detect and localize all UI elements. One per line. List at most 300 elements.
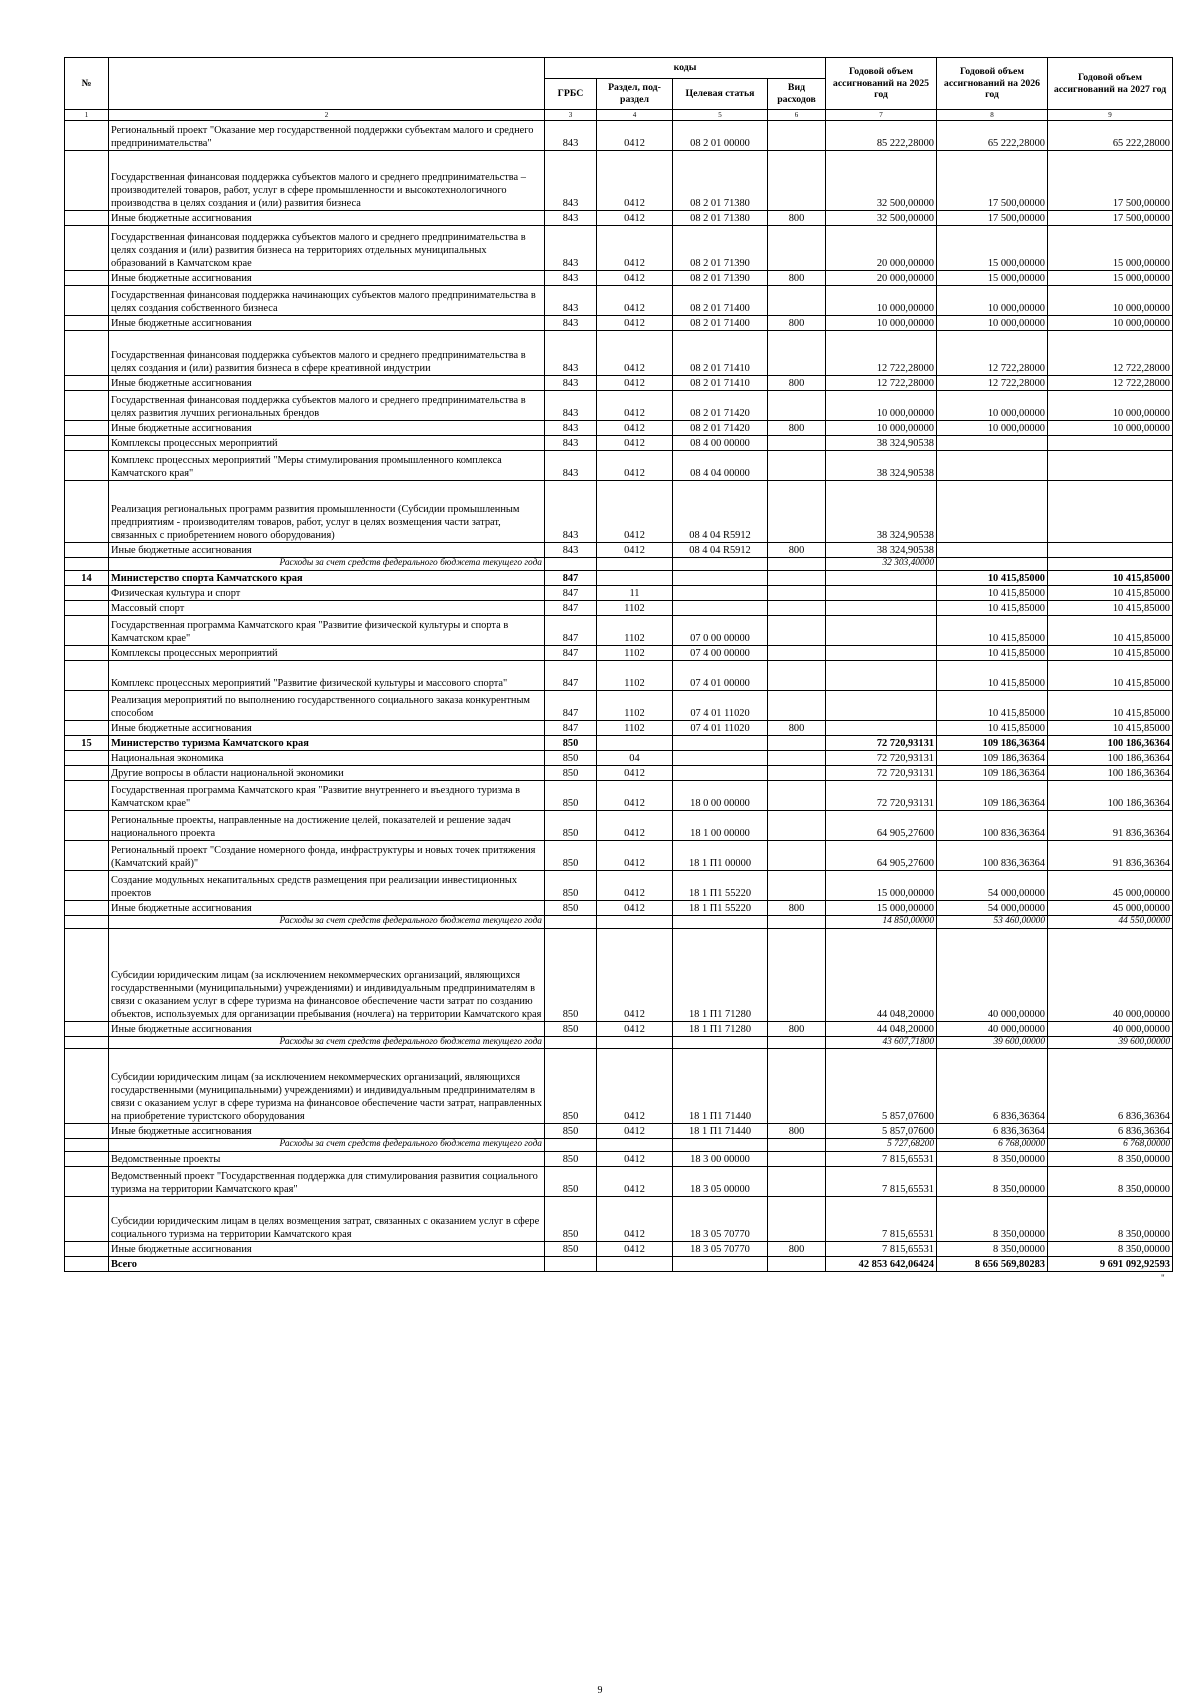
row-value-2025 [826,585,937,600]
row-tsel: 08 2 01 71390 [673,226,768,271]
row-value-2027: 12 722,28000 [1048,331,1173,376]
row-name: Создание модульных некапитальных средств размещения при реализации инвестиционных проектов [109,870,545,900]
row-tsel: 08 2 01 71410 [673,376,768,391]
table-row [65,720,1173,735]
row-number [65,1049,109,1124]
row-tsel: 07 4 01 11020 [673,720,768,735]
row-grbs: 843 [545,376,597,391]
row-razdel: 1102 [597,720,673,735]
row-value-2025: 72 720,93131 [826,780,937,810]
row-name: Министерство спорта Камчатского края [109,570,545,585]
row-tsel: 18 3 05 70770 [673,1242,768,1257]
row-vid [768,151,826,211]
table-row [65,1152,1173,1167]
row-tsel [673,570,768,585]
row-name: Государственная программа Камчатского края "Развитие внутреннего и въездного туризма в Камчатском крае" [109,780,545,810]
row-vid: 800 [768,271,826,286]
row-value-2026: 8 656 569,80283 [937,1257,1048,1272]
row-number [65,376,109,391]
row-vid [768,286,826,316]
row-value-2026: 10 415,85000 [937,645,1048,660]
row-razdel: 0412 [597,211,673,226]
row-value-2027: 45 000,00000 [1048,900,1173,915]
row-razdel: 0412 [597,151,673,211]
header-codes: коды [545,58,826,79]
row-grbs: 850 [545,750,597,765]
row-vid: 800 [768,1124,826,1139]
row-value-2026: 40 000,00000 [937,1021,1048,1036]
row-vid [768,331,826,376]
table-row [65,226,1173,271]
row-razdel: 0412 [597,1242,673,1257]
row-value-2025: 12 722,28000 [826,376,937,391]
table-end-mark: " [1161,1273,1165,1283]
row-name: Государственная финансовая поддержка субъектов малого и среднего предпринимательства в целях развития лучших региональных брендов [109,391,545,421]
budget-table [64,57,1173,1272]
row-vid [768,870,826,900]
row-name: Иные бюджетные ассигнования [109,211,545,226]
row-name: Реализация мероприятий по выполнению государственного социального заказа конкурентным способом [109,690,545,720]
row-tsel: 18 1 П1 71280 [673,928,768,1021]
federal-funds-row [65,915,1173,928]
row-razdel: 0412 [597,391,673,421]
row-number: 15 [65,735,109,750]
row-value-2026: 100 836,36364 [937,810,1048,840]
row-razdel [597,558,673,571]
row-value-2027: 91 836,36364 [1048,810,1173,840]
row-vid [768,570,826,585]
row-grbs: 843 [545,421,597,436]
row-value-2026: 100 836,36364 [937,840,1048,870]
row-name: Ведомственный проект "Государственная поддержка для стимулирования развития социального туризма на территории Камчатского края" [109,1167,545,1197]
row-number [65,585,109,600]
row-tsel: 18 3 05 70770 [673,1197,768,1242]
row-number [65,645,109,660]
row-vid [768,1197,826,1242]
row-tsel [673,735,768,750]
row-value-2027: 10 415,85000 [1048,570,1173,585]
row-tsel: 18 3 05 00000 [673,1167,768,1197]
row-razdel: 0412 [597,271,673,286]
row-value-2026: 54 000,00000 [937,900,1048,915]
row-razdel: 0412 [597,421,673,436]
row-value-2025: 44 048,20000 [826,928,937,1021]
row-name: Государственная финансовая поддержка субъектов малого и среднего предпринимательства в целях создания и (или) развития бизнеса в сфере креативной индустрии [109,331,545,376]
row-razdel: 0412 [597,900,673,915]
row-value-2026: 8 350,00000 [937,1197,1048,1242]
row-razdel: 0412 [597,481,673,543]
row-number [65,331,109,376]
row-name: Региональный проект "Оказание мер государственной поддержки субъектам малого и среднего предпринимательства" [109,121,545,151]
row-razdel [597,1036,673,1049]
row-razdel [597,570,673,585]
summary-row [65,1257,1173,1272]
row-vid [768,436,826,451]
row-value-2025: 64 905,27600 [826,840,937,870]
table-row [65,436,1173,451]
row-razdel: 0412 [597,1197,673,1242]
row-razdel: 1102 [597,615,673,645]
row-value-2025 [826,660,937,690]
row-name: Массовый спорт [109,600,545,615]
table-row [65,1197,1173,1242]
summary-row [65,570,1173,585]
row-vid [768,780,826,810]
row-name: Иные бюджетные ассигнования [109,271,545,286]
row-vid [768,1152,826,1167]
row-value-2025: 20 000,00000 [826,226,937,271]
row-razdel: 0412 [597,928,673,1021]
row-vid: 800 [768,421,826,436]
colnum: 4 [597,110,673,121]
row-value-2027: 100 186,36364 [1048,735,1173,750]
table-row [65,1049,1173,1124]
federal-funds-row [65,558,1173,571]
row-razdel: 1102 [597,690,673,720]
row-grbs: 850 [545,1021,597,1036]
row-razdel: 0412 [597,870,673,900]
header-num: № [65,58,109,110]
row-razdel: 0412 [597,780,673,810]
table-row [65,151,1173,211]
row-number [65,660,109,690]
colnum: 3 [545,110,597,121]
budget-table-body [65,121,1173,1272]
row-vid [768,690,826,720]
row-name: Расходы за счет средств федерального бюджета текущего года [109,1036,545,1049]
row-name: Национальная экономика [109,750,545,765]
row-number [65,1167,109,1197]
row-tsel: 08 2 01 71400 [673,316,768,331]
row-name: Физическая культура и спорт [109,585,545,600]
row-razdel: 1102 [597,660,673,690]
table-row [65,1242,1173,1257]
row-number [65,286,109,316]
row-value-2026: 15 000,00000 [937,226,1048,271]
row-razdel: 0412 [597,1152,673,1167]
row-value-2027: 10 415,85000 [1048,645,1173,660]
row-number [65,810,109,840]
row-value-2025: 72 720,93131 [826,750,937,765]
row-value-2025: 64 905,27600 [826,810,937,840]
row-grbs: 847 [545,660,597,690]
row-value-2026 [937,543,1048,558]
row-number [65,1242,109,1257]
row-number [65,481,109,543]
header-2026: Годовой объем ассигнований на 2026 год [937,58,1048,110]
row-grbs: 843 [545,436,597,451]
row-value-2025: 32 500,00000 [826,211,937,226]
table-row [65,585,1173,600]
table-row [65,645,1173,660]
row-value-2027: 40 000,00000 [1048,928,1173,1021]
row-name: Другие вопросы в области национальной экономики [109,765,545,780]
table-row [65,1021,1173,1036]
row-name: Расходы за счет средств федерального бюджета текущего года [109,558,545,571]
row-vid [768,645,826,660]
row-grbs: 847 [545,615,597,645]
table-row [65,690,1173,720]
header-name [109,58,545,110]
row-value-2025: 10 000,00000 [826,286,937,316]
row-vid: 800 [768,720,826,735]
row-grbs: 850 [545,928,597,1021]
header-2025: Годовой объем ассигнований на 2025 год [826,58,937,110]
row-value-2025 [826,690,937,720]
row-grbs: 843 [545,316,597,331]
row-grbs: 850 [545,1167,597,1197]
row-number [65,391,109,421]
row-name: Региональные проекты, направленные на достижение целей, показателей и решение задач национального проекта [109,810,545,840]
row-name: Иные бюджетные ассигнования [109,1242,545,1257]
row-value-2026: 10 415,85000 [937,600,1048,615]
row-grbs: 850 [545,765,597,780]
row-grbs: 850 [545,900,597,915]
row-value-2027: 15 000,00000 [1048,271,1173,286]
colnum: 5 [673,110,768,121]
row-value-2026: 10 000,00000 [937,286,1048,316]
row-tsel: 08 2 01 71420 [673,421,768,436]
row-grbs: 847 [545,570,597,585]
row-value-2025: 20 000,00000 [826,271,937,286]
table-row [65,615,1173,645]
row-tsel [673,765,768,780]
row-grbs: 843 [545,543,597,558]
row-value-2025: 10 000,00000 [826,391,937,421]
row-razdel: 0412 [597,1124,673,1139]
row-number [65,211,109,226]
colnum: 9 [1048,110,1173,121]
row-name: Комплексы процессных мероприятий [109,645,545,660]
row-value-2025: 7 815,65531 [826,1242,937,1257]
table-row [65,421,1173,436]
row-name: Иные бюджетные ассигнования [109,720,545,735]
row-value-2027: 10 415,85000 [1048,600,1173,615]
row-value-2027: 6 768,00000 [1048,1139,1173,1152]
row-grbs: 847 [545,645,597,660]
row-tsel: 07 0 00 00000 [673,615,768,645]
row-value-2026: 39 600,00000 [937,1036,1048,1049]
row-name: Субсидии юридическим лицам (за исключением некоммерческих организаций, являющихся государственными (муниципальными) учреждениями) и индивидуальным предпринимателям в связи с оказанием услуг в сфере туризма на финансовое обеспечение части затрат по созданию объектов, используемых для организации пребывания (ночлега) на территории Камчатского края [109,928,545,1021]
row-razdel [597,915,673,928]
table-row [65,1124,1173,1139]
colnum: 2 [109,110,545,121]
row-value-2026: 109 186,36364 [937,735,1048,750]
row-number [65,928,109,1021]
row-tsel: 18 1 П1 71440 [673,1049,768,1124]
table-row [65,376,1173,391]
row-name: Государственная финансовая поддержка субъектов малого и среднего предпринимательства в целях создания и (или) развития бизнеса на территориях отдельных муниципальных образований в Камчатском крае [109,226,545,271]
row-number [65,750,109,765]
row-vid [768,226,826,271]
row-value-2027: 91 836,36364 [1048,840,1173,870]
row-value-2025: 5 727,68200 [826,1139,937,1152]
row-razdel: 0412 [597,226,673,271]
row-grbs: 850 [545,1152,597,1167]
row-grbs: 847 [545,600,597,615]
row-number [65,451,109,481]
row-vid: 800 [768,376,826,391]
row-tsel: 18 1 П1 55220 [673,870,768,900]
row-value-2025: 44 048,20000 [826,1021,937,1036]
row-value-2026 [937,451,1048,481]
table-row [65,1167,1173,1197]
row-value-2025: 5 857,07600 [826,1049,937,1124]
row-value-2027: 10 415,85000 [1048,585,1173,600]
row-value-2026: 54 000,00000 [937,870,1048,900]
row-razdel: 0412 [597,121,673,151]
row-value-2027: 100 186,36364 [1048,780,1173,810]
row-value-2027: 17 500,00000 [1048,211,1173,226]
row-value-2027: 65 222,28000 [1048,121,1173,151]
row-razdel: 0412 [597,765,673,780]
row-value-2025: 10 000,00000 [826,421,937,436]
row-value-2026: 17 500,00000 [937,211,1048,226]
header-tsel: Целевая статья [673,79,768,110]
row-number [65,1124,109,1139]
row-grbs: 847 [545,720,597,735]
row-value-2025: 32 303,40000 [826,558,937,571]
row-value-2026: 8 350,00000 [937,1152,1048,1167]
row-grbs [545,1036,597,1049]
row-grbs: 843 [545,211,597,226]
row-tsel: 18 3 00 00000 [673,1152,768,1167]
row-value-2027: 10 415,85000 [1048,690,1173,720]
row-value-2025: 38 324,90538 [826,451,937,481]
row-value-2027: 10 000,00000 [1048,286,1173,316]
row-value-2025: 32 500,00000 [826,151,937,211]
row-grbs: 850 [545,840,597,870]
row-vid [768,750,826,765]
row-number [65,558,109,571]
row-value-2025 [826,645,937,660]
page-number: 9 [597,1685,603,1696]
row-tsel [673,600,768,615]
row-tsel [673,1257,768,1272]
row-value-2025 [826,600,937,615]
row-number [65,543,109,558]
row-vid [768,481,826,543]
row-name: Государственная финансовая поддержка начинающих субъектов малого предпринимательства в целях создания собственного бизнеса [109,286,545,316]
row-value-2027: 10 000,00000 [1048,391,1173,421]
row-name: Ведомственные проекты [109,1152,545,1167]
row-vid [768,451,826,481]
row-grbs: 850 [545,1242,597,1257]
row-vid [768,391,826,421]
row-value-2026: 17 500,00000 [937,151,1048,211]
row-value-2025: 85 222,28000 [826,121,937,151]
row-grbs: 843 [545,121,597,151]
row-value-2025: 72 720,93131 [826,765,937,780]
row-value-2027: 45 000,00000 [1048,870,1173,900]
row-tsel: 18 0 00 00000 [673,780,768,810]
row-value-2025 [826,615,937,645]
row-number [65,421,109,436]
row-value-2027: 8 350,00000 [1048,1242,1173,1257]
row-value-2027: 10 000,00000 [1048,316,1173,331]
row-vid [768,1049,826,1124]
row-value-2025: 10 000,00000 [826,316,937,331]
row-value-2026: 10 415,85000 [937,615,1048,645]
federal-funds-row [65,1139,1173,1152]
row-vid [768,600,826,615]
row-value-2025: 7 815,65531 [826,1167,937,1197]
row-tsel [673,1139,768,1152]
table-row [65,600,1173,615]
row-vid [768,1257,826,1272]
row-tsel: 18 1 00 00000 [673,810,768,840]
row-vid: 800 [768,316,826,331]
column-numbers-row [65,110,1173,121]
row-number [65,900,109,915]
row-value-2025: 15 000,00000 [826,900,937,915]
row-value-2027 [1048,543,1173,558]
row-name: Министерство туризма Камчатского края [109,735,545,750]
row-tsel: 07 4 00 00000 [673,645,768,660]
row-value-2027 [1048,558,1173,571]
row-number [65,1021,109,1036]
row-grbs: 847 [545,690,597,720]
row-vid [768,1167,826,1197]
row-value-2025: 72 720,93131 [826,735,937,750]
row-value-2026: 12 722,28000 [937,331,1048,376]
table-row [65,810,1173,840]
row-value-2027: 10 000,00000 [1048,421,1173,436]
row-number [65,1036,109,1049]
table-row [65,271,1173,286]
row-tsel: 07 4 01 00000 [673,660,768,690]
row-grbs [545,1257,597,1272]
row-value-2026: 6 768,00000 [937,1139,1048,1152]
row-value-2027: 6 836,36364 [1048,1049,1173,1124]
row-number [65,690,109,720]
row-tsel [673,558,768,571]
row-value-2025: 15 000,00000 [826,870,937,900]
row-name: Комплексы процессных мероприятий [109,436,545,451]
row-tsel: 08 2 01 00000 [673,121,768,151]
row-razdel: 0412 [597,451,673,481]
row-tsel: 08 4 00 00000 [673,436,768,451]
row-value-2025: 38 324,90538 [826,543,937,558]
row-vid: 800 [768,1242,826,1257]
row-value-2025: 38 324,90538 [826,436,937,451]
row-value-2026: 6 836,36364 [937,1124,1048,1139]
row-value-2026: 40 000,00000 [937,928,1048,1021]
row-value-2027 [1048,436,1173,451]
row-number [65,780,109,810]
row-number [65,615,109,645]
row-tsel: 08 2 01 71380 [673,211,768,226]
row-number [65,226,109,271]
row-name: Иные бюджетные ассигнования [109,1021,545,1036]
row-number [65,316,109,331]
row-vid: 800 [768,543,826,558]
row-vid [768,810,826,840]
row-tsel: 18 1 П1 71280 [673,1021,768,1036]
row-vid [768,840,826,870]
row-value-2027: 10 415,85000 [1048,720,1173,735]
row-razdel: 0412 [597,436,673,451]
table-row [65,870,1173,900]
row-name: Реализация региональных программ развития промышленности (Субсидии промышленным предприятиям - производителям товаров, работ, услуг в целях возмещения части затрат, связанных с приобретением нового оборудования) [109,481,545,543]
row-value-2025: 38 324,90538 [826,481,937,543]
row-grbs: 850 [545,1124,597,1139]
row-grbs: 843 [545,451,597,481]
row-tsel [673,750,768,765]
row-grbs [545,558,597,571]
row-name: Региональный проект "Создание номерного фонда, инфраструктуры и новых точек притяжения (Камчатский край)" [109,840,545,870]
row-value-2026 [937,558,1048,571]
